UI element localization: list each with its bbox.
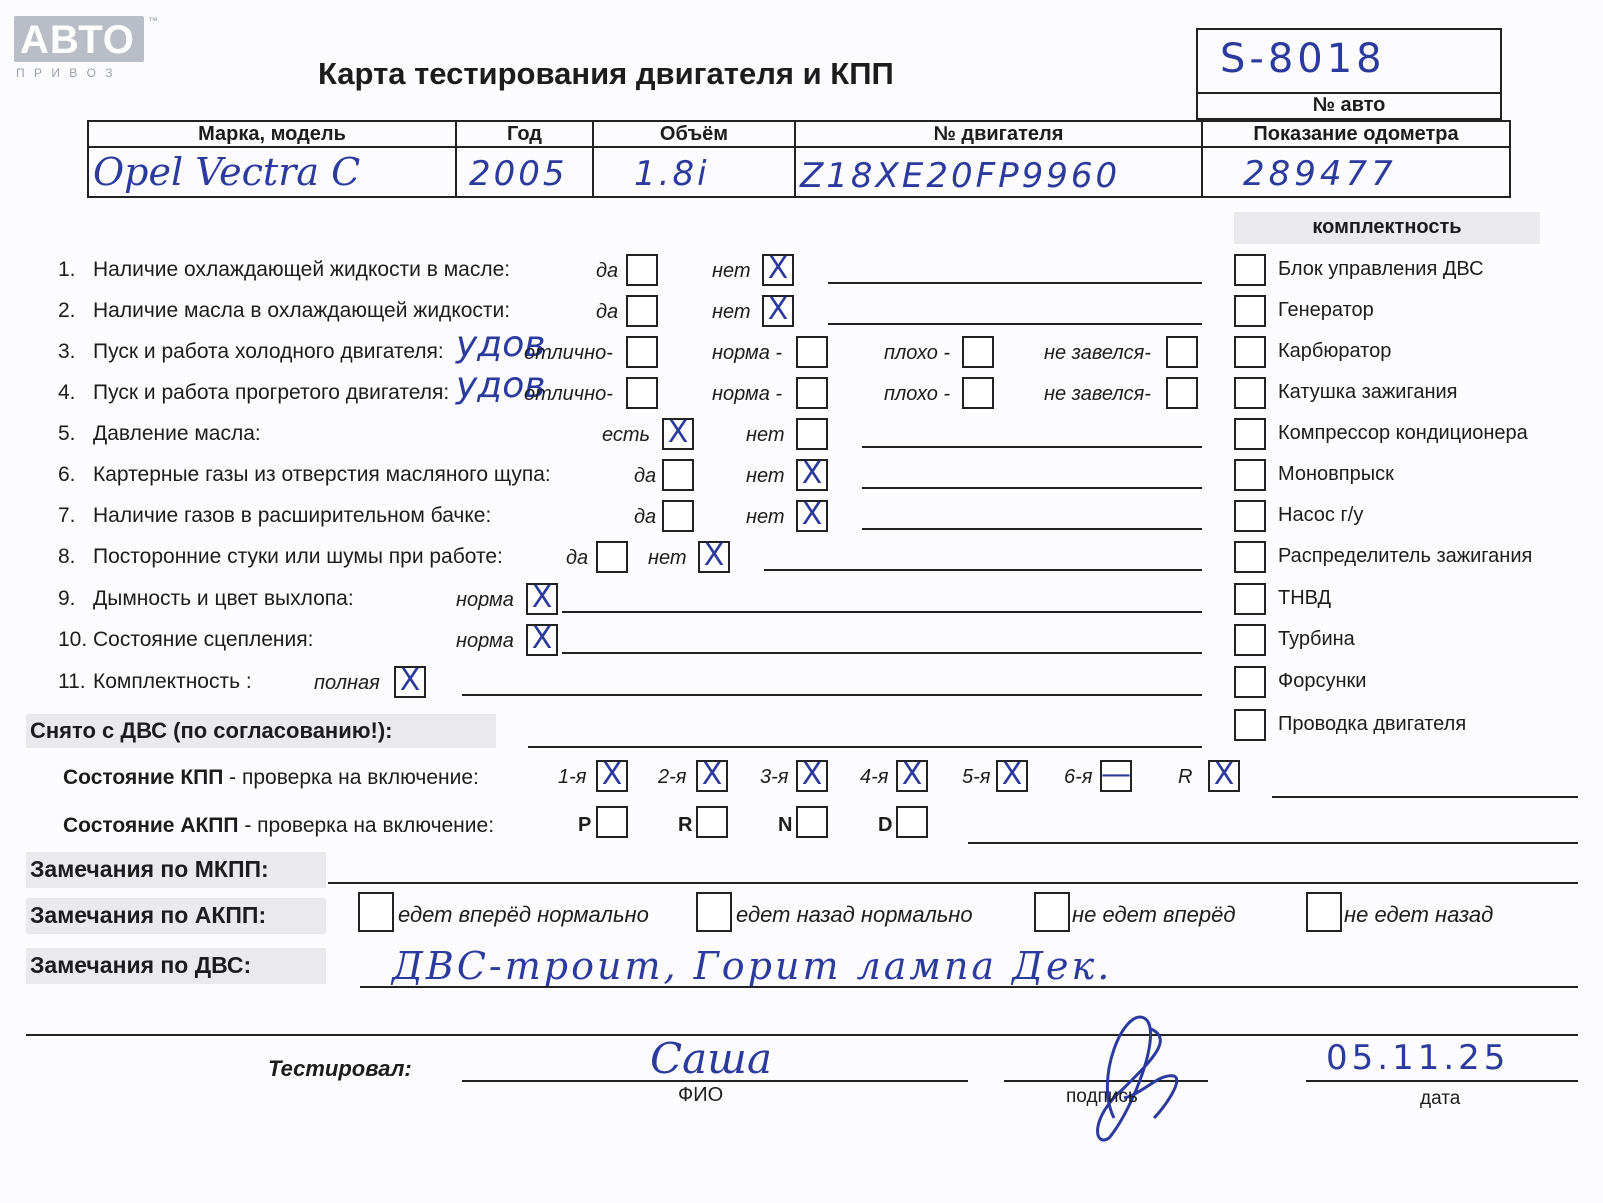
- row-option-label: да: [596, 260, 619, 282]
- car-number-value: S-8018: [1220, 36, 1386, 82]
- mkpp-remarks-label: Замечания по МКПП:: [30, 856, 269, 882]
- row-number: 4.: [58, 381, 76, 404]
- row-option-checkbox-mark: X: [667, 415, 689, 450]
- row-label: Пуск и работа прогретого двигателя:: [93, 381, 450, 404]
- row-option-label: не завелся-: [1044, 383, 1151, 405]
- row-option-checkbox-mark: X: [767, 292, 789, 327]
- row-note: удов: [456, 365, 546, 406]
- row-option-label: плохо -: [884, 383, 951, 405]
- komplekt-checkbox[interactable]: [1234, 295, 1266, 327]
- row-notes-line: [764, 569, 1202, 571]
- car-number-box: [1196, 28, 1502, 120]
- akpp-mode-checkbox[interactable]: [596, 806, 628, 838]
- row-option-checkbox-mark: X: [767, 251, 789, 286]
- col-year-header: Год: [507, 123, 542, 145]
- row-label: Состояние сцепления:: [93, 628, 314, 651]
- row-option-label: нет: [746, 424, 785, 446]
- row-option-checkbox-mark: X: [801, 497, 823, 532]
- logo-text: АВТО: [20, 18, 135, 62]
- akpp-mode-label: R: [678, 814, 693, 836]
- logo: [14, 16, 158, 82]
- row-number: 5.: [58, 422, 76, 445]
- row-label: Наличие масла в охлаждающей жидкости:: [93, 299, 511, 322]
- row-option-label: нет: [746, 465, 785, 487]
- row-option-label: да: [634, 465, 657, 487]
- row-option-label: отлично-: [524, 342, 613, 364]
- gear-checkbox-mark: X: [701, 757, 723, 792]
- logo-tm: ™: [148, 16, 158, 27]
- gear-label: 5-я: [962, 766, 991, 788]
- gear-label: 6-я: [1064, 766, 1093, 788]
- row-number: 1.: [58, 258, 76, 281]
- row-option-label: норма -: [712, 342, 783, 364]
- komplekt-item-label: Катушка зажигания: [1278, 381, 1458, 403]
- snyato-line: [528, 746, 1202, 748]
- row-option-label: да: [634, 506, 657, 528]
- row-notes-line: [862, 487, 1202, 489]
- komplekt-title: комплектность: [1312, 216, 1462, 238]
- row-option-label: да: [596, 301, 619, 323]
- gear-checkbox-mark: —: [1101, 757, 1131, 792]
- akpp-remarks-label: Замечания по АКПП:: [30, 902, 267, 928]
- model-value: Opel Vectra C: [93, 150, 361, 194]
- row-label: Посторонние стуки или шумы при работе:: [93, 545, 503, 568]
- col-model-header: Марка, модель: [198, 123, 346, 145]
- row-option-label: нет: [648, 547, 687, 569]
- row-option-label: норма: [456, 589, 514, 611]
- komplekt-checkbox[interactable]: [1234, 377, 1266, 409]
- gear-checkbox-mark: X: [601, 757, 623, 792]
- row-option-label: полная: [314, 672, 380, 694]
- row-number: 11.: [58, 670, 86, 693]
- kpp-line: [1272, 796, 1578, 798]
- row-number: 6.: [58, 463, 76, 486]
- kpp-label-bold: Состояние КПП: [63, 766, 224, 789]
- row-option-checkbox[interactable]: [796, 418, 828, 450]
- row-label: Картерные газы из отверстия масляного щупа:: [93, 463, 551, 486]
- row-notes-line: [828, 282, 1202, 284]
- row-option-checkbox[interactable]: [962, 336, 994, 368]
- row-label: Наличие газов в расширительном бачке:: [93, 504, 492, 527]
- komplekt-item-label: Турбина: [1278, 628, 1355, 650]
- akpp-remark-option-label: не едет вперёд: [1072, 902, 1236, 927]
- akpp-mode-label: P: [578, 814, 592, 836]
- row-option-label: норма: [456, 630, 514, 652]
- row-option-checkbox[interactable]: [626, 295, 658, 327]
- row-option-label: есть: [602, 424, 651, 446]
- col-odometer-header: Показание одометра: [1253, 123, 1459, 145]
- row-option-checkbox[interactable]: [662, 500, 694, 532]
- komplekt-checkbox[interactable]: [1234, 666, 1266, 698]
- volume-value: 1.8i: [634, 154, 710, 194]
- row-number: 7.: [58, 504, 76, 527]
- dvs-remarks-line: [360, 986, 1578, 988]
- gear-label: 4-я: [860, 766, 889, 788]
- row-label: Пуск и работа холодного двигателя:: [93, 340, 444, 363]
- year-value: 2005: [469, 154, 568, 194]
- akpp-remark-checkbox[interactable]: [1034, 892, 1070, 932]
- row-option-label: отлично-: [524, 383, 613, 405]
- row-number: 2.: [58, 299, 76, 322]
- row-option-label: да: [566, 547, 589, 569]
- row-label: Дымность и цвет выхлопа:: [93, 587, 354, 610]
- row-option-checkbox-mark: X: [801, 456, 823, 491]
- komplekt-checkbox[interactable]: [1234, 336, 1266, 368]
- snyato-label: Снято с ДВС (по согласованию!):: [30, 718, 393, 743]
- komplekt-checkbox[interactable]: [1234, 541, 1266, 573]
- signature-label: подпись: [1066, 1086, 1138, 1107]
- row-option-label: нет: [746, 506, 785, 528]
- akpp-remark-checkbox[interactable]: [696, 892, 732, 932]
- kpp-label-rest: - проверка на включение:: [223, 766, 479, 789]
- akpp-mode-checkbox[interactable]: [696, 806, 728, 838]
- dvs-remarks-label: Замечания по ДВС:: [30, 952, 252, 978]
- tested-label: Тестировал:: [268, 1056, 412, 1081]
- date-line: [1306, 1080, 1578, 1082]
- gear-checkbox-mark: X: [1213, 757, 1235, 792]
- komplekt-item-label: Форсунки: [1278, 670, 1367, 692]
- akpp-remark-checkbox[interactable]: [358, 892, 394, 932]
- akpp-mode-label: N: [778, 814, 793, 836]
- row-option-checkbox[interactable]: [662, 459, 694, 491]
- row-option-label: норма -: [712, 383, 783, 405]
- akpp-mode-checkbox[interactable]: [896, 806, 928, 838]
- komplekt-item-label: Распределитель зажигания: [1278, 545, 1533, 567]
- komplekt-item-label: Карбюратор: [1278, 340, 1392, 362]
- akpp-mode-label: D: [878, 814, 893, 836]
- row-note: удов: [456, 324, 546, 365]
- gear-label: 1-я: [558, 766, 587, 788]
- akpp-remark-checkbox[interactable]: [1306, 892, 1342, 932]
- komplekt-item-label: ТНВД: [1278, 587, 1332, 609]
- row-label: Наличие охлаждающей жидкости в масле:: [93, 258, 511, 281]
- col-engine-header: № двигателя: [933, 123, 1064, 145]
- akpp-label-rest: - проверка на включение:: [238, 814, 495, 837]
- row-notes-line: [562, 652, 1202, 654]
- row-notes-line: [562, 611, 1202, 613]
- row-option-checkbox[interactable]: [962, 377, 994, 409]
- row-label: Давление масла:: [93, 422, 261, 445]
- gear-checkbox-mark: X: [801, 757, 823, 792]
- odometer-value: 289477: [1243, 154, 1397, 194]
- row-option-checkbox[interactable]: [1166, 336, 1198, 368]
- row-option-label: не завелся-: [1044, 342, 1151, 364]
- row-option-checkbox[interactable]: [796, 336, 828, 368]
- komplekt-checkbox[interactable]: [1234, 254, 1266, 286]
- logo-subtext: П Р И В О З: [16, 66, 116, 80]
- akpp-remark-option-label: едет вперёд нормально: [398, 902, 649, 927]
- akpp-mode-checkbox[interactable]: [796, 806, 828, 838]
- row-option-checkbox[interactable]: [626, 336, 658, 368]
- row-option-checkbox[interactable]: [596, 541, 628, 573]
- akpp-label-bold: Состояние АКПП: [63, 814, 239, 837]
- row-option-checkbox[interactable]: [796, 377, 828, 409]
- row-option-checkbox[interactable]: [1166, 377, 1198, 409]
- akpp-remark-option-label: едет назад нормально: [736, 902, 973, 927]
- fio-label: ФИО: [678, 1084, 724, 1106]
- akpp-label: [63, 814, 494, 838]
- akpp-remark-option-label: не едет назад: [1344, 902, 1494, 927]
- dvs-remarks-value: ДВС-троит, Горит лампа Дек.: [392, 944, 1113, 988]
- gear-checkbox-mark: X: [1001, 757, 1023, 792]
- row-option-label: плохо -: [884, 342, 951, 364]
- row-option-checkbox[interactable]: [626, 377, 658, 409]
- komplekt-checkbox[interactable]: [1234, 418, 1266, 450]
- date-label: дата: [1420, 1088, 1461, 1109]
- komplekt-item-label: Проводка двигателя: [1278, 713, 1467, 735]
- row-option-checkbox[interactable]: [626, 254, 658, 286]
- row-number: 10.: [58, 628, 88, 651]
- komplekt-checkbox[interactable]: [1234, 459, 1266, 491]
- row-option-checkbox-mark: X: [531, 621, 553, 656]
- row-number: 9.: [58, 587, 76, 610]
- col-volume-header: Объём: [659, 123, 729, 145]
- row-option-checkbox-mark: X: [703, 538, 725, 573]
- komplekt-item-label: Моновпрыск: [1278, 463, 1394, 485]
- dvs-remarks-line-2: [26, 1034, 1578, 1036]
- kpp-label: [63, 766, 479, 790]
- signature-drawing: [1064, 998, 1204, 1148]
- row-notes-line: [862, 446, 1202, 448]
- mkpp-remarks-line: [328, 882, 1578, 884]
- gear-checkbox-mark: X: [901, 757, 923, 792]
- row-number: 3.: [58, 340, 76, 363]
- gear-label: 2-я: [658, 766, 687, 788]
- row-number: 8.: [58, 545, 76, 568]
- header-table: [87, 120, 1511, 198]
- fio-value: Саша: [650, 1034, 773, 1083]
- page-title: Карта тестирования двигателя и КПП: [318, 56, 894, 91]
- row-option-checkbox-mark: X: [531, 580, 553, 615]
- row-label: Комплектность :: [93, 670, 252, 693]
- date-value: 05.11.25: [1326, 1038, 1510, 1078]
- row-notes-line: [828, 323, 1202, 325]
- komplekt-item-label: Компрессор кондиционера: [1278, 422, 1528, 444]
- row-option-label: нет: [712, 260, 751, 282]
- komplekt-checkbox[interactable]: [1234, 709, 1266, 741]
- komplekt-checkbox[interactable]: [1234, 624, 1266, 656]
- komplekt-item-label: Блок управления ДВС: [1278, 258, 1484, 280]
- row-option-checkbox-mark: X: [399, 663, 421, 698]
- komplekt-item-label: Генератор: [1278, 299, 1374, 321]
- engine-number-value: Z18XE20FP9960: [800, 156, 1121, 196]
- komplekt-checkbox[interactable]: [1234, 500, 1266, 532]
- komplekt-item-label: Насос г/у: [1278, 504, 1364, 526]
- gear-label: R: [1178, 766, 1193, 788]
- komplekt-checkbox[interactable]: [1234, 583, 1266, 615]
- row-notes-line: [862, 528, 1202, 530]
- gear-label: 3-я: [760, 766, 789, 788]
- row-notes-line: [462, 694, 1202, 696]
- car-number-label: № авто: [1312, 94, 1386, 116]
- akpp-line: [968, 842, 1578, 844]
- row-option-label: нет: [712, 301, 751, 323]
